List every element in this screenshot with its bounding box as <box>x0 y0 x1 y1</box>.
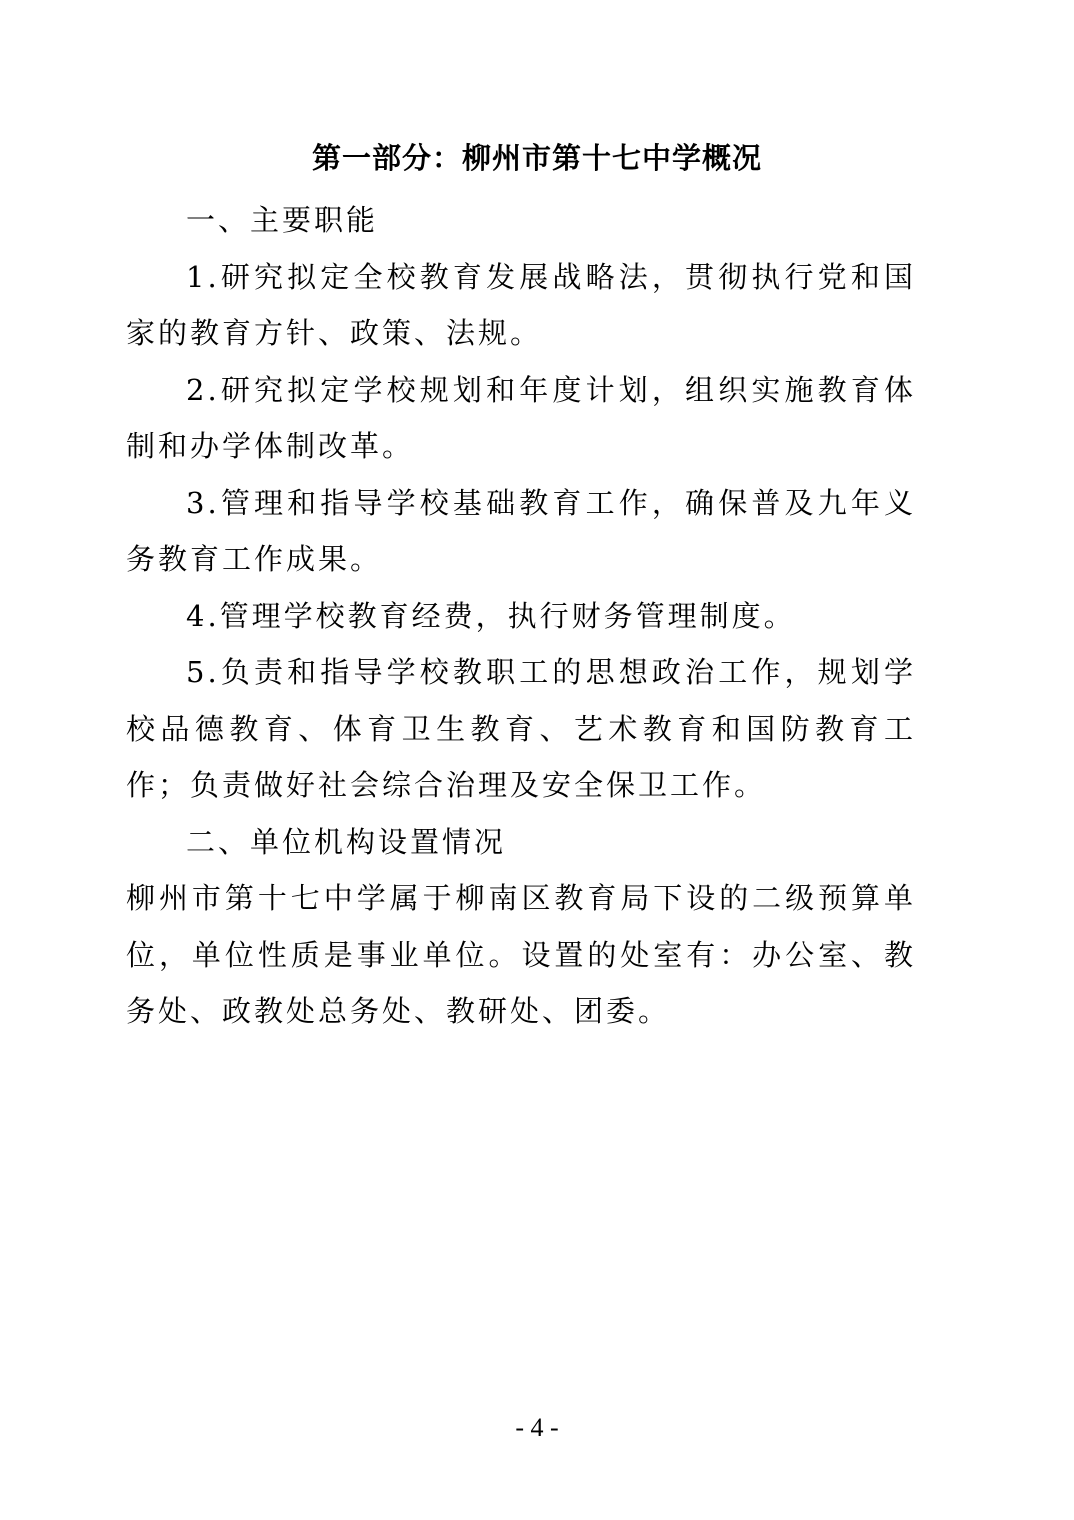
function-item-2: 2.研究拟定学校规划和年度计划，组织实施教育体制和办学体制改革。 <box>126 372 916 463</box>
function-item-1: 1.研究拟定全校教育发展战略法，贯彻执行党和国家的教育方针、政策、法规。 <box>126 259 916 350</box>
section-heading-main-functions: 一、主要职能 <box>186 203 379 237</box>
function-item-5: 5.负责和指导学校教职工的思想政治工作，规划学校品德教育、体育卫生教育、艺术教育和国防教育工作；负责做好社会综合治理及安全保卫工作。 <box>126 655 916 802</box>
organization-description: 柳州市第十七中学属于柳南区教育局下设的二级预算单位，单位性质是事业单位。设置的处室有：办公室、教务处、政教处总务处、教研处、团委。 <box>126 881 916 1028</box>
document-body <box>126 192 916 1040</box>
section-heading-organization: 二、单位机构设置情况 <box>186 824 507 859</box>
function-item-4: 4.管理学校教育经费，执行财务管理制度。 <box>186 598 796 633</box>
page-number: - 4 - <box>515 1413 559 1442</box>
function-item-3: 3.管理和指导学校基础教育工作，确保普及九年义务教育工作成果。 <box>126 485 916 576</box>
document-title: 第一部分：柳州市第十七中学概况 <box>311 141 762 175</box>
